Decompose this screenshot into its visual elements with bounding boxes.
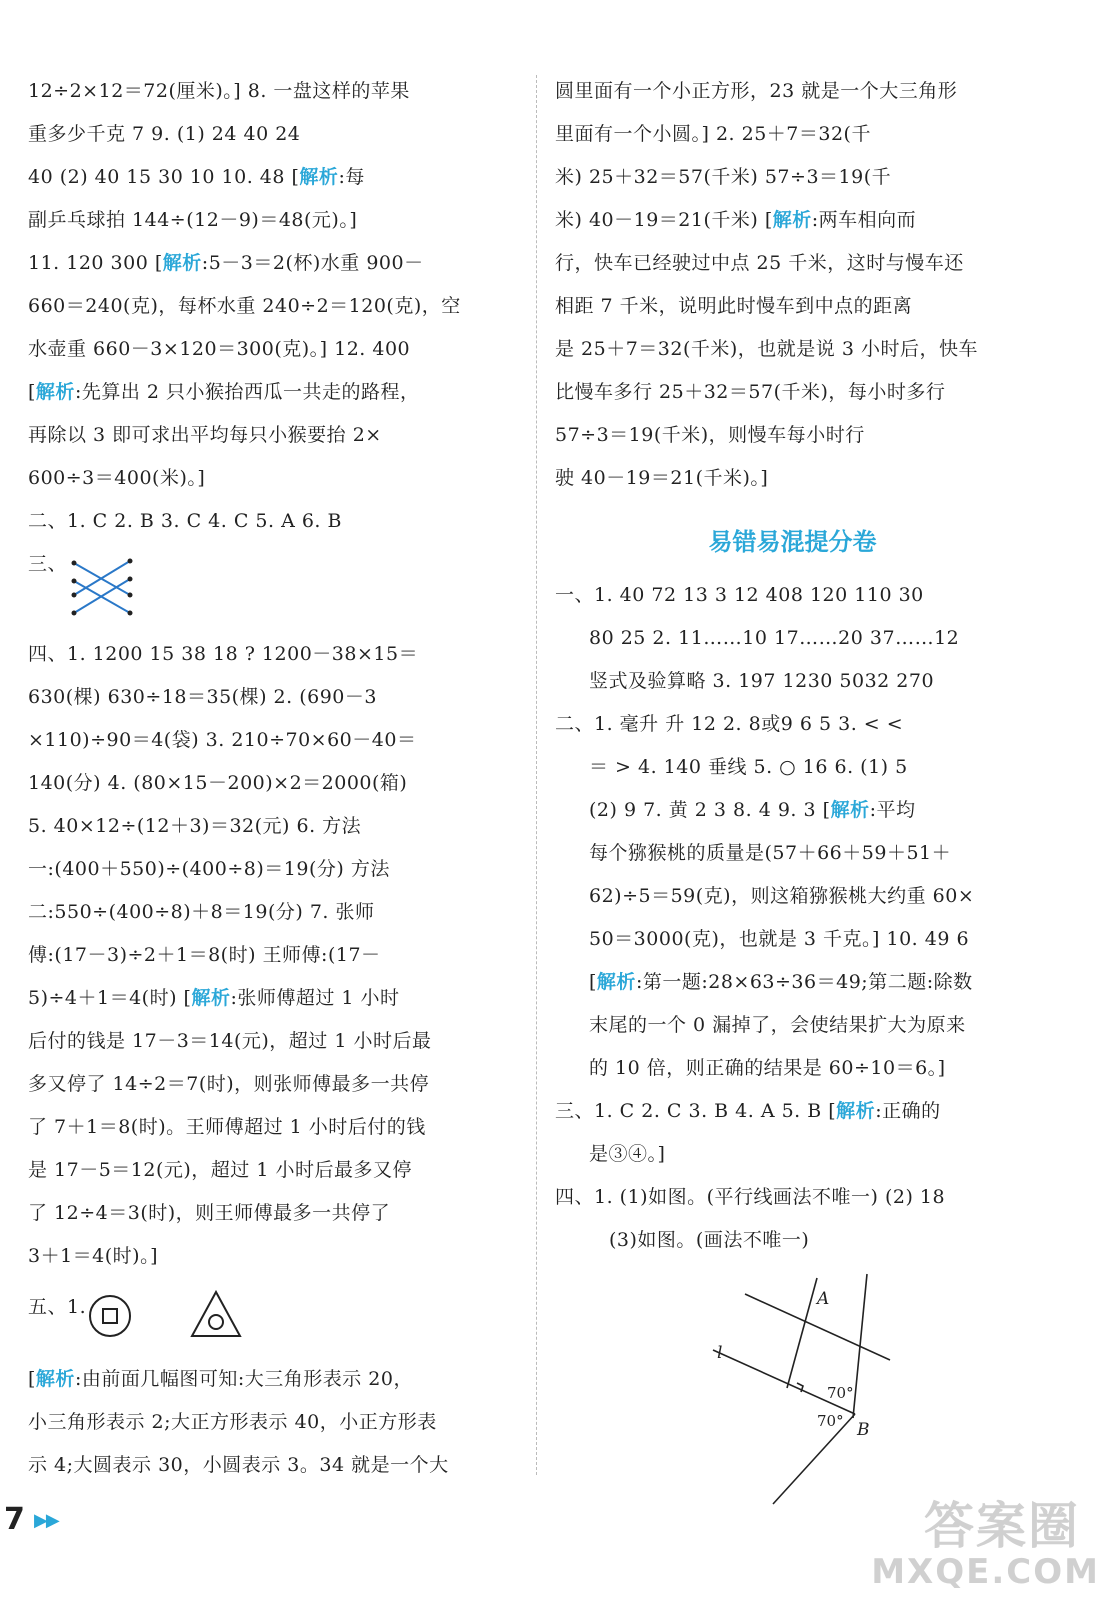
text-line: 每个猕猴桃的质量是(57＋66＋59＋51＋ [589,842,952,864]
text-line: 是 17－5＝12(元)，超过 1 小时后最多又停 [28,1159,412,1181]
label-a: A [817,1289,830,1309]
text-line: 了 7＋1＝8(时)。王师傅超过 1 小时后付的钱 [28,1116,426,1138]
analysis-tag: 解析 [596,971,636,993]
text-line: 三、1. C 2. C 3. B 4. A 5. B [解析:正确的 [555,1100,941,1122]
page-arrows-icon: ▶▶ [34,1510,58,1531]
line-through-a [787,1278,817,1388]
text-line: 四、1. 1200 15 38 18 ? 1200－38×15＝ [28,643,419,665]
text-line: 的 10 倍，则正确的结果是 60÷10＝6。] [589,1057,946,1079]
geometry-figure [555,1268,1030,1508]
text-line: 57÷3＝19(千米)，则慢车每小时行 [555,424,865,446]
triangle-with-circle-icon [188,1288,244,1340]
text-line: 3＋1＝4(时)。] [28,1245,159,1267]
text-line: 40 (2) 40 15 30 10 10. 48 [解析:每 [28,166,365,188]
text-line: 62)÷5＝59(克)，则这箱猕猴桃大约重 60× [589,885,975,907]
text-line: 米) 25＋32＝57(千米) 57÷3＝19(千 [555,166,892,188]
text-line: 二:550÷(400÷8)＋8＝19(分) 7. 张师 [28,901,375,923]
analysis-tag: 解析 [836,1100,876,1122]
shapes-figure [28,1278,518,1358]
label-b: B [857,1420,870,1440]
text-line: 相距 7 千米，说明此时慢车到中点的距离 [555,295,913,317]
watermark-logo: 答案圈 MXQE.COM [871,1497,1100,1592]
right-column [555,70,1030,1508]
text-line: 50＝3000(克)，也就是 3 千克。] 10. 49 6 [589,928,970,950]
text-line: 驶 40－19＝21(千米)。] [555,467,769,489]
analysis-tag: 解析 [830,799,870,821]
text-line: 630(棵) 630÷18＝35(棵) 2. (690－3 [28,686,377,708]
analysis-tag: 解析 [162,252,202,274]
text-line: 是 25＋7＝32(千米)，也就是说 3 小时后，快车 [555,338,978,360]
matching-lines-diagram [68,551,138,623]
analysis-tag: 解析 [772,209,812,231]
text-line: 重多少千克 7 9. (1) 24 40 24 [28,123,301,145]
angle-label-2: 70° [817,1412,844,1430]
matching-figure [28,543,518,633]
text-line: (2) 9 7. 黄 2 3 8. 4 9. 3 [解析:平均 [589,799,916,821]
analysis-tag: 解析 [35,381,75,403]
vertical-line [853,1274,867,1418]
text-line: 11. 120 300 [解析:5－3＝2(杯)水重 900－ [28,252,424,274]
page-number: 7 [4,1502,25,1537]
analysis-tag: 解析 [299,166,339,188]
text-line: [解析:第一题:28×63÷36＝49;第二题:除数 [589,971,973,993]
text-line: 12÷2×12＝72(厘米)。] 8. 一盘这样的苹果 [28,80,410,102]
text-line: 小三角形表示 2;大正方形表示 40，小正方形表 [28,1411,437,1433]
text-line: [解析:由前面几幅图可知:大三角形表示 20， [28,1368,413,1390]
text-line: 后付的钱是 17－3＝14(元)，超过 1 小时后最 [28,1030,432,1052]
analysis-tag: 解析 [35,1368,75,1390]
left-column [28,70,518,1487]
text-line: 竖式及验算略 3. 197 1230 5032 270 [589,670,935,692]
text-line: 一、1. 40 72 13 3 12 408 120 110 30 [555,584,924,606]
line-l [713,1350,855,1414]
text-line: [解析:先算出 2 只小猴抬西瓜一共走的路程， [28,381,420,403]
text-line: 一:(400＋550)÷(400÷8)＝19(分) 方法 [28,858,390,880]
circle-with-square-icon [86,1292,134,1340]
text-line: 660＝240(克)，每杯水重 240÷2＝120(克)，空 [28,295,461,317]
text-line: ×110)÷90＝4(袋) 3. 210÷70×60－40＝ [28,729,417,751]
text-line: 了 12÷4＝3(时)，则王师傅最多一共停了 [28,1202,391,1224]
text-line: 是③④。] [589,1143,666,1165]
label-l: l [717,1343,723,1363]
text-line: 示 4;大圆表示 30，小圆表示 3。34 就是一个大 [28,1454,449,1476]
analysis-tag: 解析 [191,987,231,1009]
text-line: 比慢车多行 25＋32＝57(千米)，每小时多行 [555,381,946,403]
text-line: 600÷3＝400(米)。] [28,467,206,489]
text-line: 5. 40×12÷(12＋3)＝32(元) 6. 方法 [28,815,362,837]
text-line: 5)÷4＋1＝4(时) [解析:张师傅超过 1 小时 [28,987,400,1009]
section-title: 易错易混提分卷 [708,528,877,556]
text-line: 再除以 3 即可求出平均每只小猴要抬 2× [28,424,382,446]
section-3-label: 三、 [28,553,68,575]
text-line: 行，快车已经驶过中点 25 千米，这时与慢车还 [555,252,964,274]
text-line: 多又停了 14÷2＝7(时)，则张师傅最多一共停 [28,1073,430,1095]
text-line: 傅:(17－3)÷2＋1＝8(时) 王师傅:(17－ [28,944,381,966]
section-5-label: 五、1. [28,1296,87,1318]
text-line: 里面有一个小圆。] 2. 25＋7＝32(千 [555,123,871,145]
column-divider [536,75,537,1475]
text-line: 140(分) 4. (80×15－200)×2＝2000(箱) [28,772,408,794]
text-line: 二、1. 毫升 升 12 2. 8或9 6 5 3. < < [555,713,904,735]
text-line: 四、1. (1)如图。(平行线画法不唯一) (2) 18 [555,1186,946,1208]
text-line: 副乒乓球拍 144÷(12－9)＝48(元)。] [28,209,358,231]
text-line: 80 25 2. 11……10 17……20 37……12 [589,627,960,649]
text-line: (3)如图。(画法不唯一) [609,1229,810,1251]
text-line: 末尾的一个 0 漏掉了，会使结果扩大为原来 [589,1014,966,1036]
text-line: 圆里面有一个小正方形，23 就是一个大三角形 [555,80,958,102]
angle-label-1: 70° [827,1384,854,1402]
section-2-answers: 二、1. C 2. B 3. C 4. C 5. A 6. B [28,510,342,532]
text-line: ＝ > 4. 140 垂线 5. ○ 16 6. (1) 5 [589,756,908,778]
text-line: 水壶重 660－3×120＝300(克)。] 12. 400 [28,338,411,360]
text-line: 米) 40－19＝21(千米) [解析:两车相向而 [555,209,917,231]
